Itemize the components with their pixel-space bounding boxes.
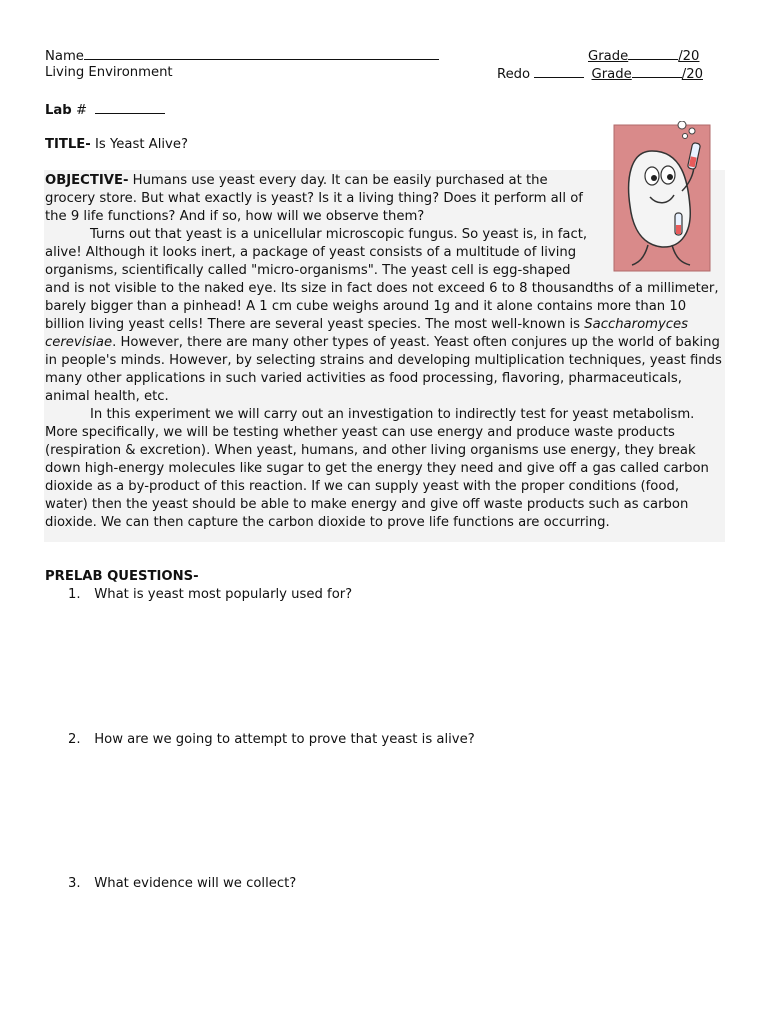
objective-label: OBJECTIVE- — [45, 173, 129, 188]
name-blank[interactable] — [84, 46, 439, 60]
question-text: What evidence will we collect? — [94, 876, 297, 891]
prelab-question-2 — [68, 731, 475, 749]
objective-paragraph-1 — [45, 172, 593, 226]
grade-label-1: Grade — [588, 49, 629, 64]
lab-number-blank[interactable] — [95, 100, 165, 114]
species-name: Saccharomyces cerevisiae — [45, 317, 689, 350]
grade-value-1: /20 — [678, 49, 700, 64]
objective-text-2a: Turns out that yeast is a unicellular microscopic fungus. So yeast is, in fact, alive! Although it looks inert, a package of yeast consists of a multitude of living organisms, scientifically called "micro-organisms". The yeast cell is egg-shaped and is not visible to the naked eye. Its size in fact does not exceed 6 to 8 thousandths of a millimeter, barely bigger than a pinhead! A 1 cm cube weighs around 1g and it alone contains more than 10 billion living yeast cells! There are several yeast species. The most well-known is — [45, 227, 719, 332]
objective-paragraph-3: In this experiment we will carry out an investigation to indirectly test for yeast metabolism. More specifically, we will be testing whether yeast can use energy and produce waste products (respiration & excretion). When yeast, humans, and other living organisms use energy, they break down high-energy molecules like sugar to get the energy they need and give off a gas called carbon dioxide as a by-product of this reaction. If we can supply yeast with the proper conditions (food, water) then the yeast should be able to make energy and give off waste products such as carbon dioxide. We can then capture the carbon dioxide to prove life functions are occurring. — [45, 407, 709, 530]
objective-text-1: Humans use yeast every day. It can be easily purchased at the grocery store. But what exactly is yeast? Is it a living thing? Does it perform all of the 9 life functions? And if so, how will we observe them? — [45, 173, 583, 224]
grade-blank-1[interactable] — [628, 46, 678, 60]
lab-number-field — [45, 100, 165, 120]
question-number: 3. — [68, 876, 81, 891]
question-number: 1. — [68, 587, 81, 602]
redo-blank[interactable] — [534, 64, 584, 78]
yeast-cartoon-icon — [612, 121, 712, 273]
course-name: Living Environment — [45, 65, 173, 80]
prelab-heading: PRELAB QUESTIONS- — [45, 569, 199, 584]
prelab-question-1 — [68, 586, 352, 604]
title-label: TITLE- — [45, 137, 91, 152]
name-field — [45, 46, 439, 66]
yeast-cartoon-illustration — [612, 121, 712, 273]
name-label: Name — [45, 49, 84, 64]
grade-blank-2[interactable] — [632, 64, 682, 78]
objective-text-2b: . However, there are many other types of yeast. Yeast often conjures up the world of baking in people's minds. However, by selecting strains and developing multiplication techniques, yeast finds many other applications in such varied activities as food processing, flavoring, pharmaceuticals, animal health, etc. — [45, 335, 722, 404]
grade-row-1 — [588, 46, 699, 66]
redo-label: Redo — [497, 67, 531, 82]
question-number: 2. — [68, 732, 81, 747]
prelab-section — [45, 568, 725, 586]
grade-label-2: Grade — [591, 67, 632, 82]
lab-hash: # — [75, 103, 88, 118]
prelab-question-3 — [68, 875, 296, 893]
question-text: How are we going to attempt to prove that yeast is alive? — [94, 732, 475, 747]
title-text: Is Yeast Alive? — [95, 137, 188, 152]
grade-value-2: /20 — [681, 67, 703, 82]
lab-label: Lab — [45, 103, 72, 118]
redo-row — [497, 64, 703, 84]
question-text: What is yeast most popularly used for? — [94, 587, 353, 602]
